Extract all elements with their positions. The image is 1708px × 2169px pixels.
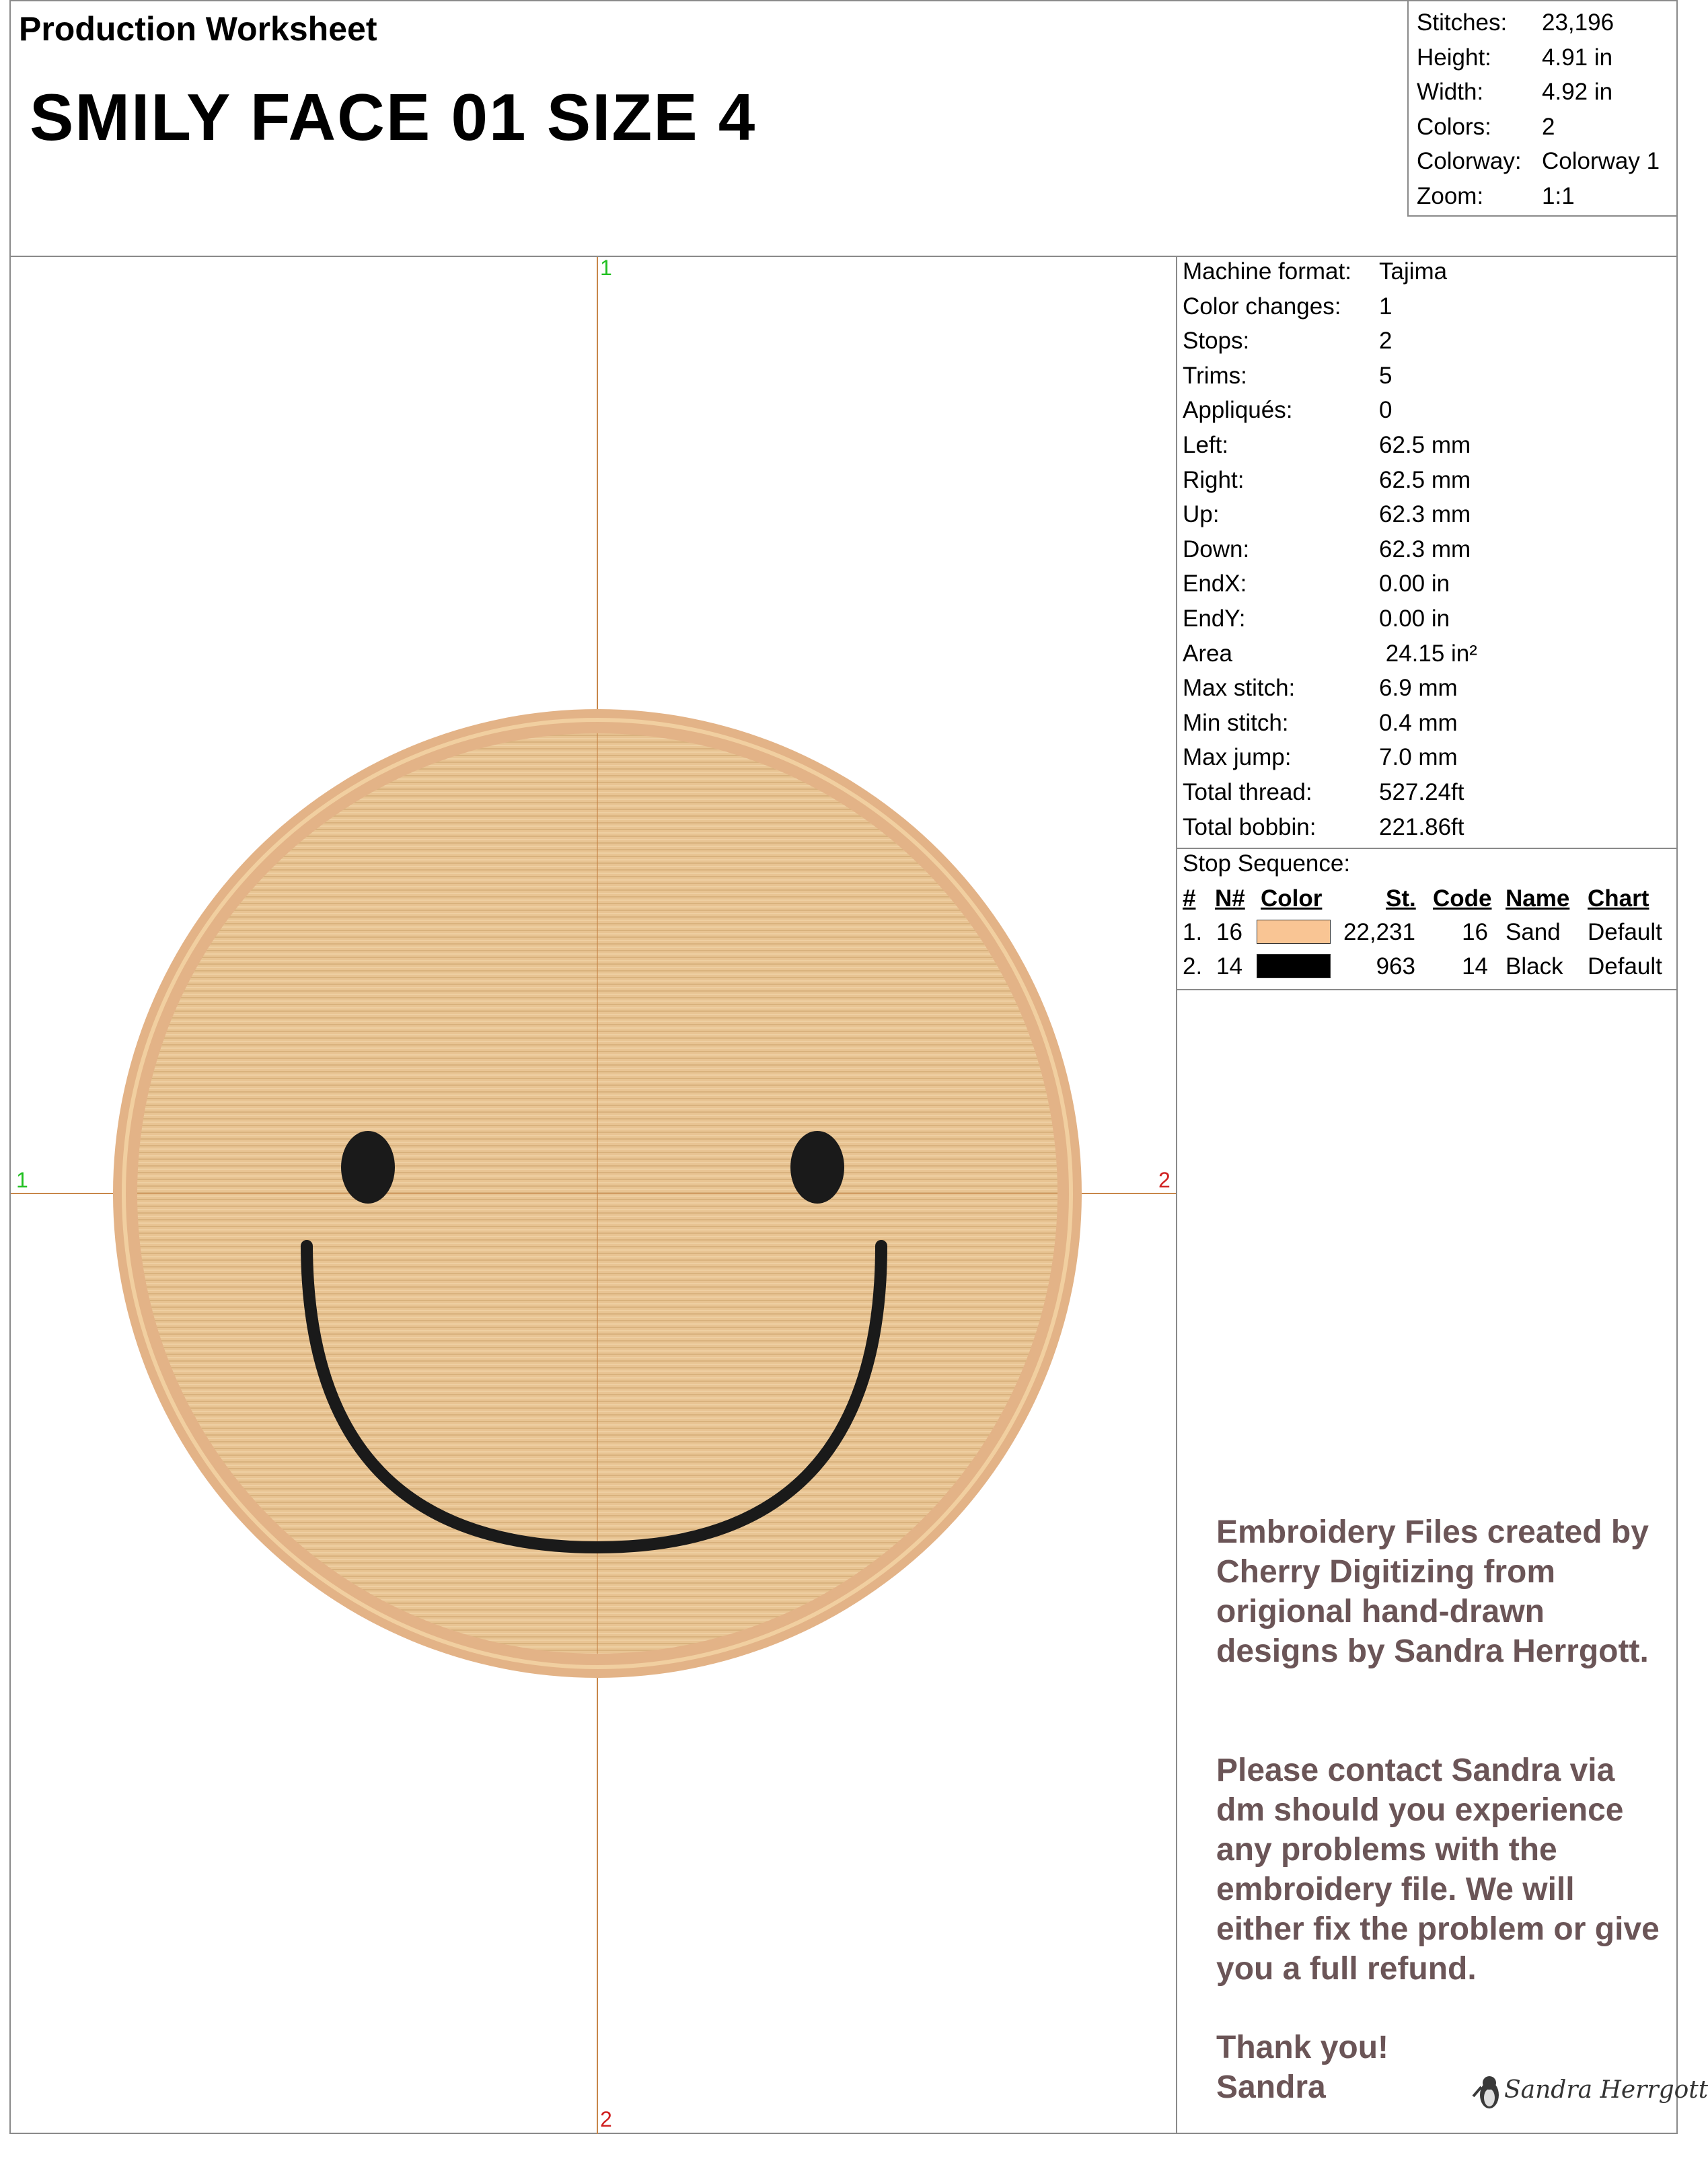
seq-code: 16 [1462,919,1488,945]
seq-chart: Default [1588,953,1662,980]
design-name: SMILY FACE 01 SIZE 4 [30,80,757,154]
axis-label-bottom: 2 [600,2107,612,2131]
note-paragraph-credits: Embroidery Files created by Cherry Digitizing from origional hand-drawn designs by Sandra Herrgott. [1216,1514,1649,1669]
seq-header-num: # [1183,885,1196,912]
signature-text: Sandra Herrgott [1504,2076,1708,2104]
seq-header-color: Color [1261,885,1323,912]
seq-header-n: N# [1215,885,1245,912]
seq-header-st: St. [1386,885,1416,912]
seq-name: Black [1506,953,1563,980]
note-thanks: Thank you! [1216,2030,1389,2065]
note-signoff: Sandra [1216,2069,1326,2105]
seq-header-chart: Chart [1588,885,1649,912]
seq-num: 1. [1183,919,1203,945]
axis-label-top: 1 [600,256,612,280]
seq-needle: 14 [1216,953,1242,980]
seq-chart: Default [1588,919,1662,945]
seq-needle: 16 [1216,919,1242,945]
seq-stitches: 963 [1376,953,1415,980]
seq-stitches: 22,231 [1343,919,1415,945]
axis-label-left: 1 [16,1168,28,1192]
seq-code: 14 [1462,953,1488,980]
seq-header-name: Name [1506,885,1570,912]
left-eye [341,1131,395,1204]
penguin-icon [1469,2067,1510,2114]
seq-header-code: Code [1433,885,1492,912]
seq-num: 2. [1183,953,1203,980]
note-paragraph-contact: Please contact Sandra via dm should you experience any problems with the embroidery file. We will either fix the problem or give you a full refund. [1216,1753,1660,1987]
signature-logo [1469,2067,1708,2114]
worksheet-title: Production Worksheet [19,10,377,48]
seq-name: Sand [1506,919,1561,945]
stop-sequence-title: Stop Sequence: [1183,850,1351,877]
right-eye [790,1131,844,1204]
axis-label-right: 2 [1158,1168,1171,1192]
